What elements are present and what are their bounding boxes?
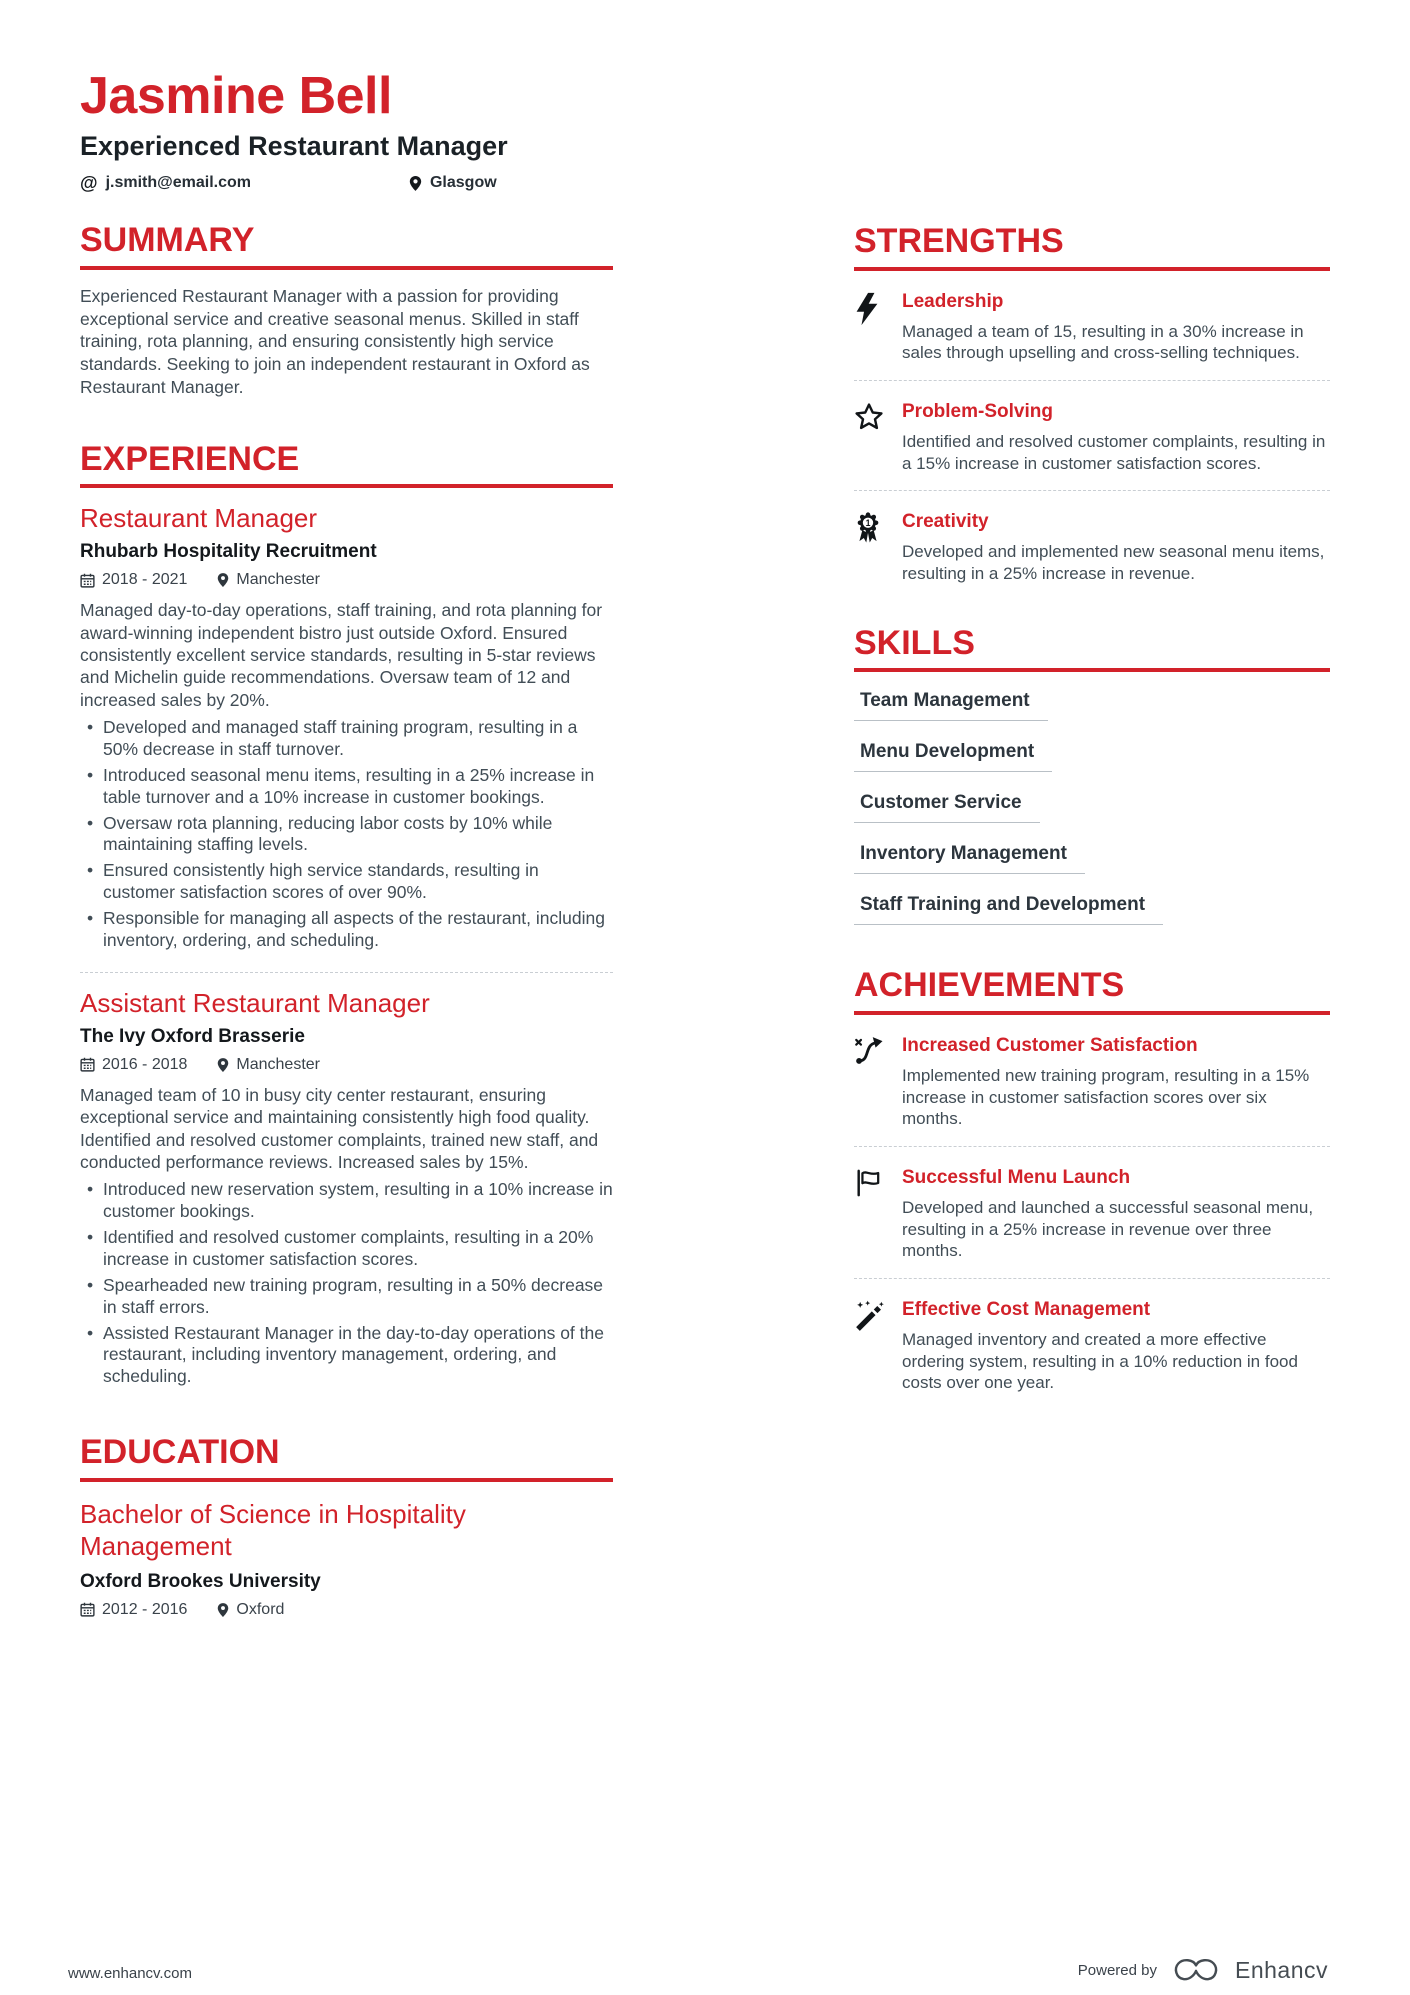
achievement-title: Successful Menu Launch (902, 1167, 1131, 1189)
achievement-item (854, 1167, 1330, 1262)
email-text: j.smith@email.com (105, 174, 251, 192)
calendar-icon (80, 1602, 95, 1617)
strength-title: Creativity (902, 511, 989, 533)
experience-heading: EXPERIENCE (80, 441, 613, 489)
skill-item: Inventory Management (854, 843, 1085, 874)
achievement-body (902, 1167, 1330, 1262)
achievement-text: Developed and launched a successful seasonal menu, resulting in a 25% increase in revenue over three months. (902, 1197, 1314, 1261)
route-arrow-icon (854, 1035, 886, 1130)
bullet-item: • Responsible for managing all aspects of the restaurant, including inventory, ordering, and scheduling. (80, 908, 613, 952)
achievement-title: Increased Customer Satisfaction (902, 1035, 1198, 1057)
strength-body (902, 291, 1330, 364)
job-description: Managed team of 10 in busy city center restaurant, ensuring exceptional service and maintaining consistently high food quality. Identified and resolved customer complaints, trained new staff, and conducted performance reviews. Increased sales by 15%. (80, 1084, 599, 1172)
job-location-text: Manchester (236, 571, 320, 589)
job-description: Managed day-to-day operations, staff training, and rota planning for award-winning independent bistro just outside Oxford. Ensured consistently excellent service standards, resulting in 5-star reviews and Michelin guide recommendations. Oversaw team of 12 and increased sales by 20%. (80, 600, 603, 710)
strength-text: Managed a team of 15, resulting in a 30% increase in sales through upselling and cross-selling techniques. (902, 321, 1304, 363)
divider (854, 1278, 1330, 1279)
job-title: Restaurant Manager (80, 503, 318, 534)
education-dates (80, 1601, 187, 1619)
contact-row (80, 174, 613, 192)
section-education (80, 1434, 613, 1619)
bullet-item: • Oversaw rota planning, reducing labor costs by 10% while maintaining staffing levels. (80, 813, 613, 857)
divider (854, 490, 1330, 491)
achievement-title: Effective Cost Management (902, 1299, 1151, 1321)
strength-item (854, 511, 1330, 584)
experience-entry (80, 504, 613, 952)
job-company: Rhubarb Hospitality Recruitment (80, 541, 377, 563)
strength-body (902, 401, 1330, 474)
at-icon: @ (80, 173, 98, 194)
skill-item: Team Management (854, 690, 1048, 721)
lightning-bolt-icon (854, 291, 886, 364)
location-text: Glasgow (429, 174, 497, 192)
location-pin-icon (217, 1602, 229, 1618)
section-summary (80, 222, 613, 398)
divider (80, 972, 613, 973)
magic-wand-icon (854, 1299, 886, 1394)
school-name: Oxford Brookes University (80, 1570, 321, 1592)
strength-body (902, 511, 1330, 584)
job-location (217, 571, 320, 589)
resume-header (80, 67, 613, 194)
strength-title: Leadership (902, 290, 1004, 312)
degree-title: Bachelor of Science in Hospitality Management (80, 1498, 466, 1562)
svg-text:1: 1 (865, 518, 871, 529)
job-dates (80, 571, 187, 589)
education-meta (80, 1601, 613, 1619)
bullet-item: • Ensured consistently high service standards, resulting in customer satisfaction scores of over 90%. (80, 860, 613, 904)
job-title: Assistant Restaurant Manager (80, 987, 430, 1018)
divider (854, 380, 1330, 381)
contact-email (80, 174, 251, 192)
strength-title: Problem-Solving (902, 401, 1053, 423)
powered-by-label: Powered by (1077, 1961, 1157, 1979)
education-heading: EDUCATION (80, 1434, 613, 1482)
section-achievements (854, 967, 1330, 1394)
bullet-item: • Spearheaded new training program, resulting in a 50% decrease in staff errors. (80, 1275, 613, 1319)
brand-wordmark: Enhancv (1234, 1956, 1328, 1983)
enhancv-logo-icon (1170, 1954, 1222, 1986)
contact-location (409, 174, 497, 192)
left-column (80, 67, 613, 1619)
section-strengths (854, 223, 1330, 585)
achievement-text: Managed inventory and created a more effective ordering system, resulting in a 10% reduction in food costs over one year. (902, 1329, 1298, 1393)
skills-heading: SKILLS (854, 625, 1330, 673)
achievement-body (902, 1299, 1330, 1394)
medal-icon (854, 511, 886, 584)
strength-text: Developed and implemented new seasonal menu items, resulting in a 25% increase in revenue. (902, 542, 1325, 583)
bullet-item: • Identified and resolved customer complaints, resulting in a 20% increase in customer satisfaction scores. (80, 1227, 613, 1271)
bullet-item: • Assisted Restaurant Manager in the day-to-day operations of the restaurant, including inventory management, ordering, and scheduling. (80, 1323, 613, 1389)
calendar-icon (80, 573, 95, 588)
experience-entry (80, 989, 613, 1388)
education-dates-text: 2012 - 2016 (102, 1600, 188, 1618)
bullet-item: • Introduced new reservation system, resulting in a 10% increase in customer bookings. (80, 1179, 613, 1223)
strength-item (854, 291, 1330, 364)
job-location-text: Manchester (236, 1055, 320, 1073)
skill-item: Customer Service (854, 792, 1040, 823)
job-bullet-list (80, 1179, 613, 1388)
strength-item (854, 401, 1330, 474)
star-icon (854, 401, 886, 474)
job-company: The Ivy Oxford Brasserie (80, 1025, 305, 1047)
footer-website: www.enhancv.com (68, 1965, 192, 1982)
location-pin-icon (217, 1057, 229, 1073)
bullet-item: • Developed and managed staff training program, resulting in a 50% decrease in staff turnover. (80, 717, 613, 761)
job-meta (80, 1056, 613, 1074)
skill-item: Menu Development (854, 741, 1052, 772)
right-column (854, 70, 1330, 1619)
person-name: Jasmine Bell (80, 67, 392, 125)
job-dates-text: 2016 - 2018 (102, 1055, 188, 1073)
job-dates (80, 1056, 187, 1074)
job-meta (80, 571, 613, 589)
achievement-body (902, 1035, 1330, 1130)
location-pin-icon (217, 572, 229, 588)
job-dates-text: 2018 - 2021 (102, 571, 188, 589)
achievement-item (854, 1035, 1330, 1130)
summary-heading: SUMMARY (80, 222, 613, 270)
location-pin-icon (409, 175, 422, 192)
job-bullet-list (80, 717, 613, 952)
strength-text: Identified and resolved customer complaints, resulting in a 15% increase in customer satisfaction scores. (902, 431, 1326, 473)
bullet-item: • Introduced seasonal menu items, resulting in a 25% increase in table turnover and a 10% increase in customer bookings. (80, 765, 613, 809)
summary-text: Experienced Restaurant Manager with a passion for providing exceptional service and creative seasonal menus. Skilled in staff training, rota planning, and ensuring consistently high service standards. Seeking to join an independent restaurant in Oxford as Restaurant Manager. (80, 285, 590, 397)
footer-brand-block (1078, 1954, 1328, 1986)
divider (854, 1146, 1330, 1147)
education-location-text: Oxford (236, 1600, 285, 1618)
strengths-heading: STRENGTHS (854, 223, 1330, 271)
section-experience (80, 441, 613, 1389)
person-headline: Experienced Restaurant Manager (80, 131, 508, 161)
achievement-item (854, 1299, 1330, 1394)
job-location (217, 1056, 320, 1074)
achievements-heading: ACHIEVEMENTS (854, 967, 1330, 1015)
skill-item: Staff Training and Development (854, 894, 1163, 925)
section-skills (854, 625, 1330, 926)
achievement-text: Implemented new training program, resulting in a 15% increase in customer satisfaction scores over six months. (902, 1065, 1310, 1129)
flag-icon (854, 1167, 886, 1262)
calendar-icon (80, 1057, 95, 1072)
education-location (217, 1601, 284, 1619)
